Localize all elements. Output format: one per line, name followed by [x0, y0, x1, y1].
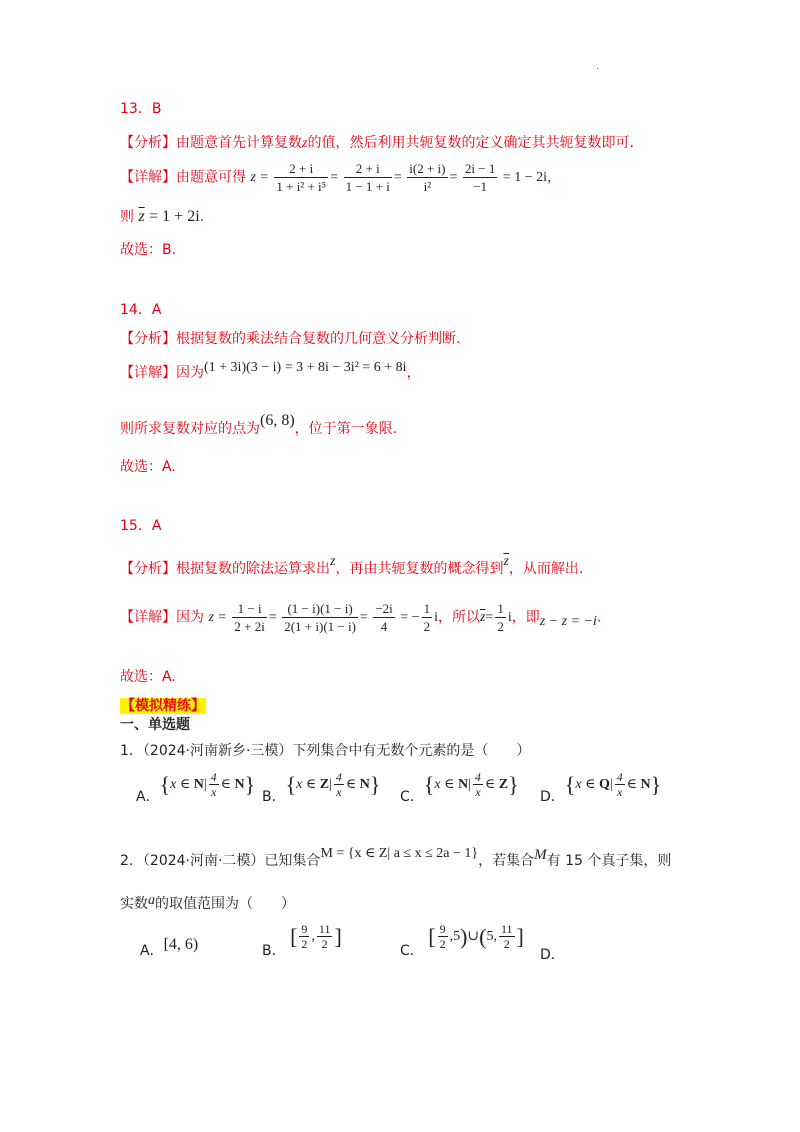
q15-equation: z = $\frac{1 - i}{2 + 2i}$ = $\frac{(1 - i)(1 - i)}{2(1 + i)(1 - i)}$ = $\frac{-2i}{4}$ = − $\frac{1}{2}$ i: [208, 601, 438, 634]
detail-text: 因为: [176, 609, 204, 626]
analysis-text: 根据复数的乘法结合复数的几何意义分析判断.: [176, 331, 461, 347]
q15-choose: 故选：A.: [120, 669, 176, 685]
detail-label: 【详解】: [120, 365, 176, 381]
q15-analysis: [120, 554, 584, 579]
var-z: z: [302, 136, 308, 151]
period: .: [199, 209, 205, 225]
analysis-label: 【分析】: [120, 135, 176, 151]
set-definition: M = {x ∈ Z| a ≤ x ≤ 2a − 1}: [320, 846, 479, 861]
option-label: A．: [136, 788, 160, 805]
p2-option-d: D．: [540, 947, 565, 963]
p1-option-d: [540, 770, 662, 805]
then-eq: = 1 + 2i: [149, 208, 200, 225]
comma: ，: [547, 169, 562, 186]
q14-choose: 故选：A.: [120, 459, 176, 475]
then-text: ，即: [511, 609, 540, 626]
p1-option-a: [136, 770, 256, 805]
option-label: C．: [400, 788, 424, 805]
p2-option-a: A．[4, 6): [140, 936, 199, 959]
option-a-value: [4, 6): [163, 936, 199, 953]
q14-number: 14．A: [120, 302, 162, 318]
analysis-text: ，从而解出.: [508, 561, 584, 577]
set-expression: {x ∈ N| $\frac{4}{x}$ ∈ N}: [159, 770, 256, 799]
var-zbar: $\overline{z}$: [503, 554, 509, 569]
q15-conj-equation: $\overline{z}=$ $\frac{1}{2}$ i: [479, 601, 512, 634]
fraction: $\frac{-2i}{4}$: [375, 601, 393, 634]
var-z: z: [330, 554, 336, 569]
analysis-text: 根据复数的除法运算求出: [176, 561, 330, 577]
line-text: 则所求复数对应的点为: [120, 421, 260, 437]
q13-choose: 故选：B.: [120, 242, 177, 258]
fraction: $\frac{2 + i}{1 - 1 + i}$: [345, 161, 390, 194]
p2-option-c: C． [ $\frac{9}{2}$ ,5)∪(5, $\frac{11}{2}$ ]: [400, 922, 524, 959]
detail-label: 【详解】: [120, 609, 176, 626]
p1-option-c: [400, 770, 519, 805]
point: (6, 8): [260, 412, 295, 429]
q14-point-line: [120, 412, 398, 438]
detail-label: 【详解】: [120, 169, 176, 186]
fraction: $\frac{i(2 + i)}{\text{i²}}$: [409, 161, 446, 194]
detail-text: 由题意可得: [176, 169, 246, 186]
p1-stem: 1．（2024·河南新乡·三模）下列集合中有无数个元素的是（ ）: [120, 743, 531, 759]
then-label: 则: [120, 209, 134, 225]
q13-detail: [120, 160, 561, 195]
p2-option-b: B． [ $\frac{9}{2}$ , $\frac{11}{2}$ ]: [262, 922, 342, 959]
var-M: M: [534, 847, 547, 863]
eq-lhs: z =: [250, 169, 269, 185]
option-b-value: [ $\frac{9}{2}$ , $\frac{11}{2}$ ]: [290, 922, 342, 951]
p2-stem-line2: 实数a的取值范围为（ ）: [120, 893, 295, 912]
fraction: $\frac{(1 - i)(1 - i)}{2(1 + i)(1 - i)}$: [284, 601, 356, 634]
set-expression: {x ∈ Z| $\frac{4}{x}$ ∈ N}: [285, 770, 381, 799]
final-equation: z − z = −i: [539, 613, 597, 629]
var-a: a: [148, 893, 155, 908]
fraction: $\frac{1}{2}$: [423, 601, 431, 634]
set-expression: {x ∈ N| $\frac{4}{x}$ ∈ Z}: [423, 770, 519, 799]
analysis-label: 【分析】: [120, 331, 176, 347]
q14-detail: [120, 360, 421, 383]
option-c-value: [ $\frac{9}{2}$ ,5)∪(5, $\frac{11}{2}$ ]: [428, 922, 524, 951]
q13-then: [120, 208, 204, 226]
fraction: $\frac{2 + i}{\text{1 + i² + i⁵}}$: [276, 161, 327, 194]
period: .: [596, 609, 602, 626]
p1-options: [136, 770, 696, 810]
analysis-label: 【分析】: [120, 561, 176, 577]
q14-equation: (1 + 3i)(3 − i) = 3 + 8i − 3i² = 6 + 8i: [204, 360, 407, 375]
practice-header: 【模拟精练】: [121, 698, 205, 714]
q14-analysis: [120, 330, 460, 348]
q13-equation: z = $\frac{2 + i}{\text{1 + i² + i⁵}}$ = $\frac{2 + i}{1 - 1 + i}$ = $\frac{i(2 + i)}{\text{i²}}$ = $\frac{2i - 1}{-1}$ = 1 − 2i: [250, 161, 548, 194]
option-label: D．: [540, 788, 565, 805]
q15-number: 15．A: [120, 518, 162, 534]
q15-detail: [120, 600, 601, 635]
corner-mark: .: [596, 62, 599, 71]
analysis-text: ，再由共轭复数的概念得到: [335, 561, 504, 577]
detail-text: 因为: [176, 365, 204, 381]
q13-number: 13．B: [120, 101, 162, 117]
set-expression: {x ∈ Q| $\frac{4}{x}$ ∈ N}: [564, 770, 662, 799]
fraction: $\frac{1}{2}$: [497, 601, 504, 634]
comma: ，: [406, 365, 421, 381]
q13-analysis: [120, 134, 634, 153]
var-zbar: $\overline{z}$: [138, 208, 145, 225]
section-title: 一、单选题: [120, 717, 190, 733]
option-label: B．: [262, 788, 286, 805]
p1-option-b: [262, 770, 381, 805]
fraction: $\frac{1 - i}{2 + 2i}$: [234, 601, 265, 634]
eq-tail: = 1 − 2i: [502, 169, 548, 185]
analysis-text: 的值，然后利用共轭复数的定义确定其共轭复数即可.: [307, 135, 634, 151]
analysis-text: 由题意首先计算复数: [176, 135, 302, 151]
line-text: ，位于第一象限.: [294, 421, 398, 437]
so-text: ，所以: [437, 609, 480, 626]
p2-stem: 2．（2024·河南·二模）已知集合M = {x ∈ Z| a ≤ x ≤ 2a − 1}，若集合M有 15 个真子集，则: [120, 846, 672, 869]
fraction: $\frac{2i - 1}{-1}$: [464, 161, 496, 194]
